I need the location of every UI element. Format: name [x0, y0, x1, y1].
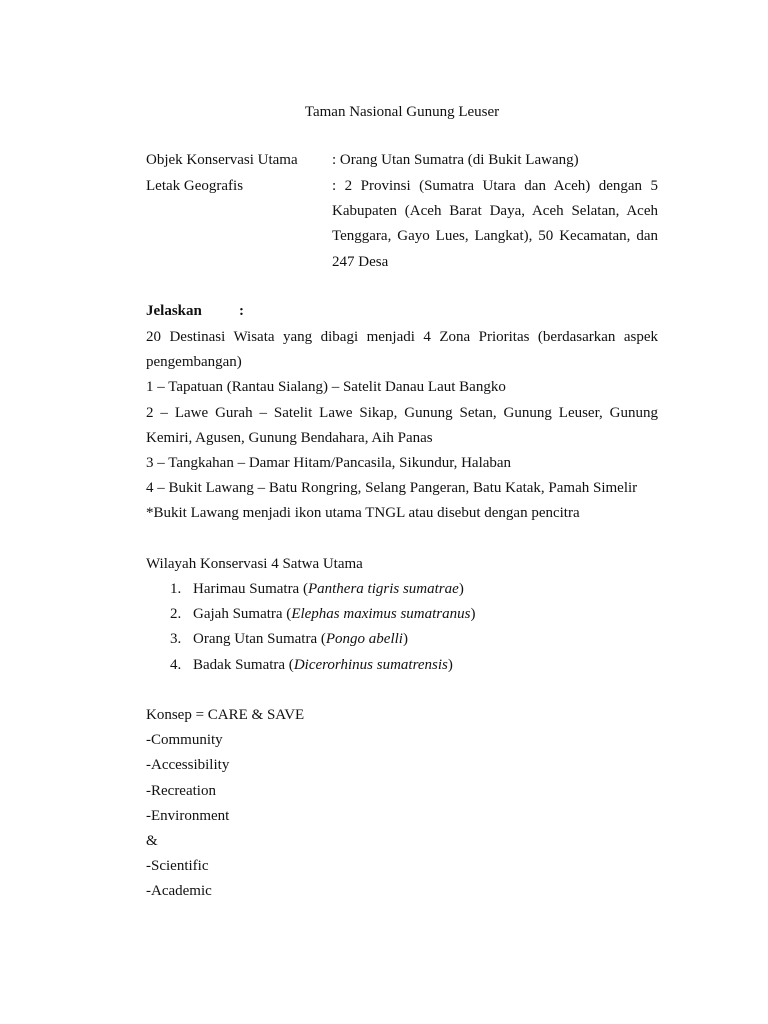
list-item: [146, 577, 658, 602]
info-row-letak: [146, 174, 658, 275]
satwa-heading: Wilayah Konservasi 4 Satwa Utama: [146, 556, 363, 572]
latin-name: Dicerorhinus sumatrensis: [293, 656, 448, 673]
konsep-item: &: [146, 833, 158, 850]
list-number: 2.: [170, 606, 182, 623]
list-number: 3.: [170, 631, 182, 648]
list-text: Orang Utan Sumatra (Pongo abelli): [193, 631, 408, 648]
konsep-item: -Scientific: [146, 858, 209, 875]
latin-name: Panthera tigris sumatrae: [307, 581, 459, 597]
jelaskan-body: [146, 325, 658, 527]
info-label: Letak Geografis: [146, 178, 244, 194]
list-item: [146, 627, 658, 652]
jelaskan-line: 4 – Bukit Lawang – Batu Rongring, Selang Pangeran, Batu Katak, Pamah Simelir: [146, 480, 638, 497]
list-text: Harimau Sumatra (Panthera tigris sumatrae): [193, 581, 464, 597]
info-value-line: Tenggara, Gayo Lues, Langkat), 50 Kecamatan, dan: [332, 228, 658, 245]
jelaskan-line: Kemiri, Agusen, Gunung Bendahara, Aih Panas: [146, 429, 433, 446]
konsep-item: -Environment: [146, 807, 230, 824]
satwa-list: [146, 577, 658, 678]
list-number: 1.: [170, 581, 182, 597]
info-label: Objek Konservasi Utama: [146, 152, 298, 168]
konsep-item: -Community: [146, 732, 223, 749]
info-row-objek: [146, 148, 658, 174]
document-title: Taman Nasional Gunung Leuser: [304, 104, 500, 120]
list-number: 4.: [170, 656, 182, 673]
konsep-block: [146, 703, 658, 905]
info-value: : Orang Utan Sumatra (di Bukit Lawang): [332, 152, 579, 168]
jelaskan-line: 1 – Tapatuan (Rantau Sialang) – Satelit Danau Laut Bangko: [146, 379, 506, 396]
latin-name: Pongo abelli: [325, 631, 403, 648]
jelaskan-colon: :: [239, 303, 244, 319]
konsep-item: -Accessibility: [146, 757, 230, 774]
jelaskan-line: *Bukit Lawang menjadi ikon utama TNGL atau disebut dengan pencitra: [146, 505, 580, 522]
info-value-line: 247 Desa: [332, 253, 389, 270]
list-text: Gajah Sumatra (Elephas maximus sumatranus): [193, 606, 476, 623]
konsep-item: -Academic: [146, 883, 212, 900]
jelaskan-line: 20 Destinasi Wisata yang dibagi menjadi 4 Zona Prioritas (berdasarkan aspek: [146, 329, 658, 345]
info-value-line: : 2 Provinsi (Sumatra Utara dan Aceh) dengan 5: [332, 178, 658, 194]
jelaskan-heading: [146, 299, 658, 324]
jelaskan-line: pengembangan): [146, 354, 242, 371]
list-item: [146, 653, 658, 678]
list-text: Badak Sumatra (Dicerorhinus sumatrensis): [193, 656, 453, 673]
jelaskan-title: Jelaskan: [146, 303, 202, 319]
konsep-item: -Recreation: [146, 782, 216, 799]
konsep-heading: Konsep = CARE & SAVE: [146, 707, 305, 723]
jelaskan-line: 3 – Tangkahan – Damar Hitam/Pancasila, Sikundur, Halaban: [146, 455, 512, 472]
info-value-line: Kabupaten (Aceh Barat Daya, Aceh Selatan, Aceh: [332, 203, 658, 220]
latin-name: Elephas maximus sumatranus: [291, 606, 471, 623]
list-item: [146, 602, 658, 627]
jelaskan-line: 2 – Lawe Gurah – Satelit Lawe Sikap, Gunung Setan, Gunung Leuser, Gunung: [146, 404, 658, 421]
info-value: [332, 174, 658, 275]
